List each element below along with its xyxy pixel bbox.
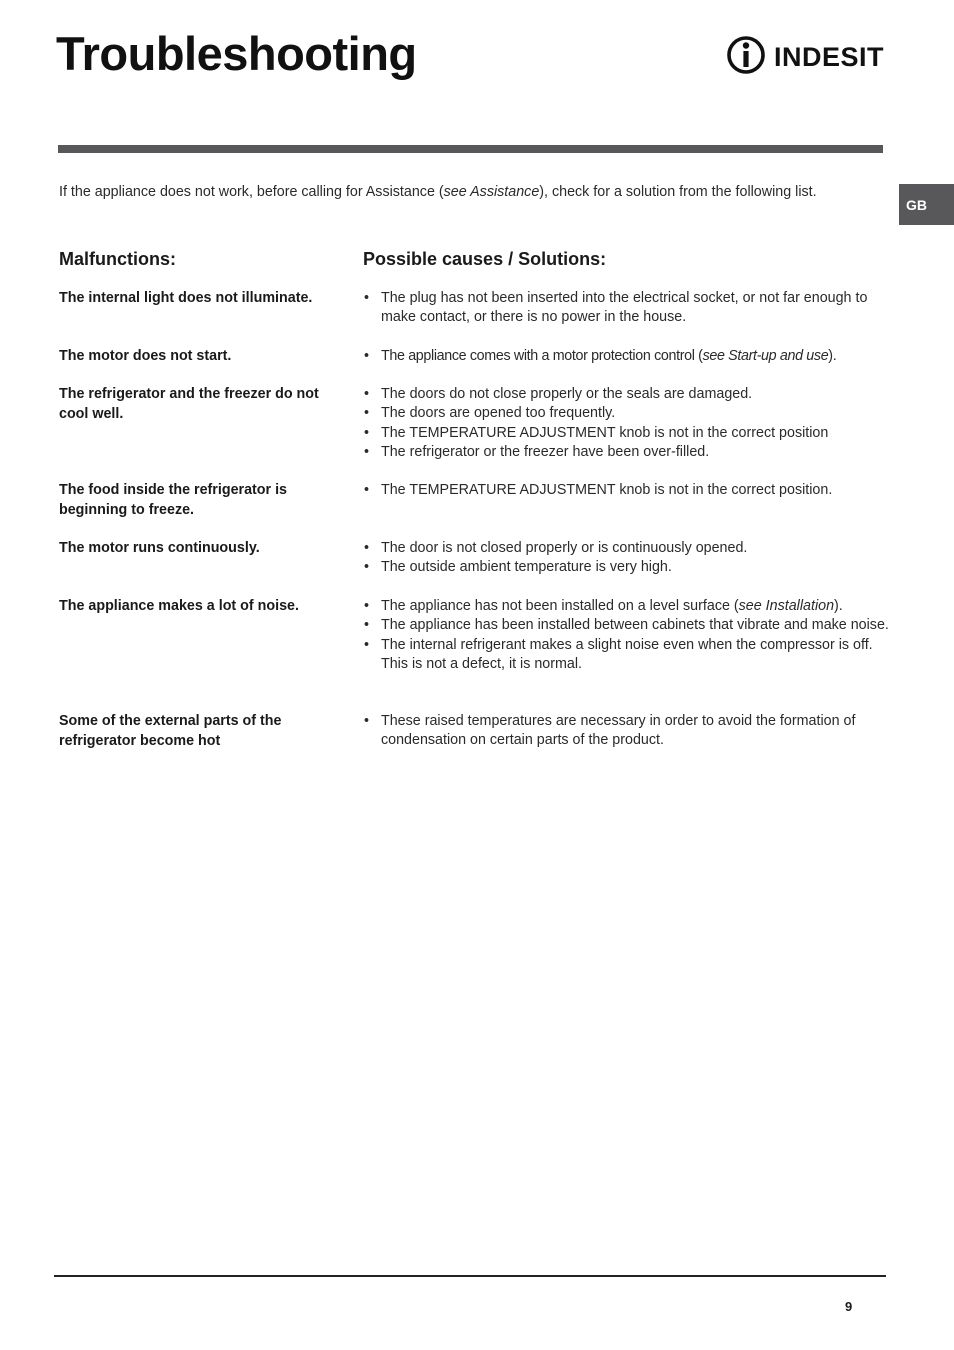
solution-list bbox=[363, 385, 898, 462]
solution-item: • The door is not closed properly or is continuously opened. bbox=[363, 539, 898, 558]
page-title: Troubleshooting bbox=[56, 27, 417, 80]
page-number: 9 bbox=[845, 1299, 853, 1314]
solution-item: • The outside ambient temperature is very high. bbox=[363, 558, 898, 577]
malfunction-label: Some of the external parts of the refrigerator become hot bbox=[59, 713, 282, 749]
solution-list bbox=[363, 597, 898, 674]
solution-item: • The refrigerator or the freezer have been over-filled. bbox=[363, 443, 898, 462]
solution-item: • The internal refrigerant makes a slight noise even when the compressor is off. This is not a defect, it is normal. bbox=[363, 636, 898, 675]
footer-rule bbox=[54, 1275, 886, 1277]
malfunction-label: The appliance makes a lot of noise. bbox=[59, 598, 299, 614]
intro-text-before: If the appliance does not work, before calling for Assistance ( bbox=[59, 184, 444, 200]
solutions-heading: Possible causes / Solutions: bbox=[363, 249, 607, 269]
solution-item: • The TEMPERATURE ADJUSTMENT knob is not in the correct position. bbox=[363, 481, 898, 500]
solution-item bbox=[363, 597, 898, 616]
solution-list bbox=[363, 289, 898, 328]
solution-text-after: ). bbox=[834, 598, 843, 614]
solution-text: The appliance comes with a motor protection control ( bbox=[381, 348, 703, 364]
solution-item: • The doors do not close properly or the seals are damaged. bbox=[363, 385, 898, 404]
solution-list bbox=[363, 481, 898, 500]
brand-wordmark: INDESIT bbox=[774, 42, 885, 72]
language-tab: GB bbox=[899, 184, 954, 225]
solution-text-after: ). bbox=[828, 348, 837, 364]
intro-text-after: ), check for a solution from the following list. bbox=[539, 184, 817, 200]
solution-item bbox=[363, 347, 898, 366]
solution-item: • The plug has not been inserted into the electrical socket, or not far enough to make contact, or there is no power in the house. bbox=[363, 289, 898, 328]
malfunction-label: The food inside the refrigerator is beginning to freeze. bbox=[59, 482, 287, 518]
indesit-logo bbox=[726, 33, 886, 77]
intro-paragraph bbox=[59, 184, 889, 200]
solution-item: • The doors are opened too frequently. bbox=[363, 404, 898, 423]
intro-reference: see Assistance bbox=[443, 184, 540, 200]
header-rule bbox=[58, 145, 883, 153]
malfunction-label: The refrigerator and the freezer do not cool well. bbox=[59, 386, 319, 422]
solution-reference: see Start-up and use bbox=[702, 348, 829, 364]
solution-reference: see Installation bbox=[738, 598, 835, 614]
solution-text: The appliance has not been installed on a level surface ( bbox=[381, 598, 739, 614]
malfunction-label: The internal light does not illuminate. bbox=[59, 290, 313, 306]
solution-list bbox=[363, 539, 898, 578]
solution-item: • The TEMPERATURE ADJUSTMENT knob is not in the correct position bbox=[363, 424, 898, 443]
malfunctions-heading: Malfunctions: bbox=[59, 249, 176, 269]
solution-list bbox=[363, 712, 898, 751]
solution-list bbox=[363, 347, 898, 366]
malfunction-label: The motor runs continuously. bbox=[59, 540, 260, 556]
malfunction-label: The motor does not start. bbox=[59, 348, 232, 364]
solution-item: • The appliance has been installed between cabinets that vibrate and make noise. bbox=[363, 616, 898, 635]
solution-item: • These raised temperatures are necessary in order to avoid the formation of condensation on certain parts of the product. bbox=[363, 712, 898, 751]
